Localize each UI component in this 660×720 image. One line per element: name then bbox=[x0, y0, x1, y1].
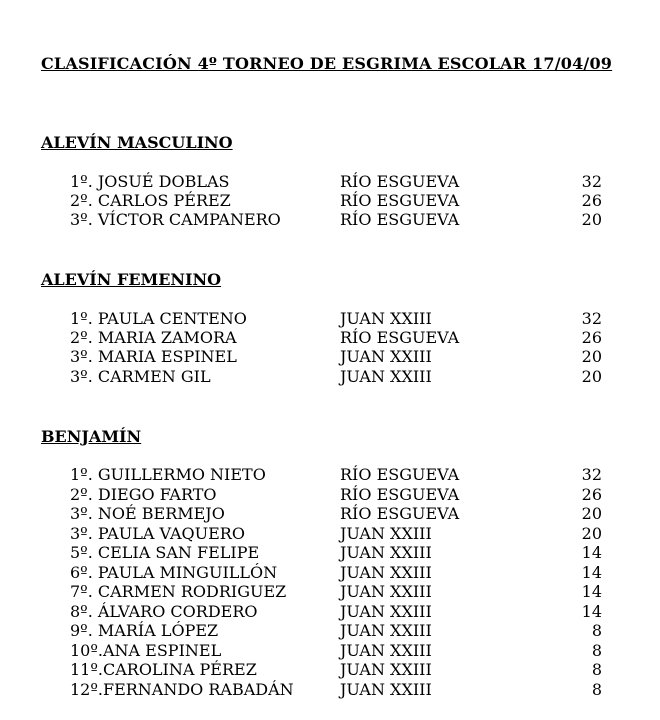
club-name: JUAN XXIII bbox=[340, 309, 432, 328]
club-name: JUAN XXIII bbox=[340, 641, 432, 660]
points-value: 20 bbox=[581, 347, 602, 366]
club-name: JUAN XXIII bbox=[340, 582, 432, 601]
competitor-name: 1º. JOSUÉ DOBLAS bbox=[70, 172, 230, 191]
points-value: 32 bbox=[581, 309, 602, 328]
competitor-name: 2º. MARIA ZAMORA bbox=[70, 328, 237, 347]
competitor-name: 3º. CARMEN GIL bbox=[70, 367, 211, 386]
competitor-name: 6º. PAULA MINGUILLÓN bbox=[70, 563, 278, 582]
competitor-name: 10º.ANA ESPINEL bbox=[70, 641, 222, 660]
club-name: RÍO ESGUEVA bbox=[340, 465, 460, 484]
points-value: 8 bbox=[591, 621, 602, 640]
ranking-row bbox=[0, 563, 660, 583]
points-value: 26 bbox=[581, 191, 602, 210]
competitor-name: 2º. CARLOS PÉREZ bbox=[70, 191, 231, 210]
competitor-name: 3º. NOÉ BERMEJO bbox=[70, 504, 225, 523]
section-title-alevin-masculino: ALEVÍN MASCULINO bbox=[41, 133, 233, 152]
points-value: 20 bbox=[581, 524, 602, 543]
points-value: 26 bbox=[581, 328, 602, 347]
club-name: RÍO ESGUEVA bbox=[340, 485, 460, 504]
section-title-alevin-femenino: ALEVÍN FEMENINO bbox=[41, 270, 222, 289]
ranking-row bbox=[0, 367, 660, 387]
points-value: 32 bbox=[581, 172, 602, 191]
points-value: 32 bbox=[581, 465, 602, 484]
points-value: 8 bbox=[591, 660, 602, 679]
club-name: JUAN XXIII bbox=[340, 660, 432, 679]
ranking-row bbox=[0, 191, 660, 211]
ranking-row bbox=[0, 543, 660, 563]
competitor-name: 1º. PAULA CENTENO bbox=[70, 309, 247, 328]
points-value: 26 bbox=[581, 485, 602, 504]
section-title-benjamin: BENJAMÍN bbox=[41, 427, 142, 446]
club-name: JUAN XXIII bbox=[340, 563, 432, 582]
points-value: 20 bbox=[581, 504, 602, 523]
ranking-row bbox=[0, 641, 660, 661]
club-name: JUAN XXIII bbox=[340, 524, 432, 543]
ranking-row bbox=[0, 347, 660, 367]
ranking-row bbox=[0, 582, 660, 602]
competitor-name: 8º. ÁLVARO CORDERO bbox=[70, 602, 258, 621]
ranking-row bbox=[0, 680, 660, 700]
competitor-name: 12º.FERNANDO RABADÁN bbox=[70, 680, 294, 699]
ranking-row bbox=[0, 210, 660, 230]
competitor-name: 5º. CELIA SAN FELIPE bbox=[70, 543, 260, 562]
ranking-row bbox=[0, 485, 660, 505]
ranking-row bbox=[0, 172, 660, 192]
ranking-row bbox=[0, 602, 660, 622]
points-value: 8 bbox=[591, 641, 602, 660]
competitor-name: 1º. GUILLERMO NIETO bbox=[70, 465, 266, 484]
ranking-row bbox=[0, 660, 660, 680]
club-name: RÍO ESGUEVA bbox=[340, 191, 460, 210]
points-value: 20 bbox=[581, 367, 602, 386]
club-name: JUAN XXIII bbox=[340, 621, 432, 640]
club-name: JUAN XXIII bbox=[340, 347, 432, 366]
page-title: CLASIFICACIÓN 4º TORNEO DE ESGRIMA ESCOLAR 17/04/09 bbox=[41, 54, 613, 73]
points-value: 8 bbox=[591, 680, 602, 699]
ranking-row bbox=[0, 328, 660, 348]
club-name: RÍO ESGUEVA bbox=[340, 210, 460, 229]
points-value: 14 bbox=[581, 602, 602, 621]
ranking-row bbox=[0, 524, 660, 544]
competitor-name: 9º. MARÍA LÓPEZ bbox=[70, 621, 219, 640]
club-name: RÍO ESGUEVA bbox=[340, 328, 460, 347]
competitor-name: 3º. PAULA VAQUERO bbox=[70, 524, 245, 543]
club-name: JUAN XXIII bbox=[340, 367, 432, 386]
club-name: JUAN XXIII bbox=[340, 543, 432, 562]
competitor-name: 3º. MARIA ESPINEL bbox=[70, 347, 237, 366]
points-value: 14 bbox=[581, 563, 602, 582]
points-value: 20 bbox=[581, 210, 602, 229]
points-value: 14 bbox=[581, 543, 602, 562]
competitor-name: 3º. VÍCTOR CAMPANERO bbox=[70, 210, 281, 229]
club-name: JUAN XXIII bbox=[340, 602, 432, 621]
competitor-name: 7º. CARMEN RODRIGUEZ bbox=[70, 582, 287, 601]
ranking-row bbox=[0, 309, 660, 329]
points-value: 14 bbox=[581, 582, 602, 601]
club-name: JUAN XXIII bbox=[340, 680, 432, 699]
club-name: RÍO ESGUEVA bbox=[340, 504, 460, 523]
competitor-name: 11º.CAROLINA PÉREZ bbox=[70, 660, 257, 679]
ranking-row bbox=[0, 621, 660, 641]
ranking-row bbox=[0, 504, 660, 524]
competitor-name: 2º. DIEGO FARTO bbox=[70, 485, 217, 504]
ranking-row bbox=[0, 465, 660, 485]
club-name: RÍO ESGUEVA bbox=[340, 172, 460, 191]
